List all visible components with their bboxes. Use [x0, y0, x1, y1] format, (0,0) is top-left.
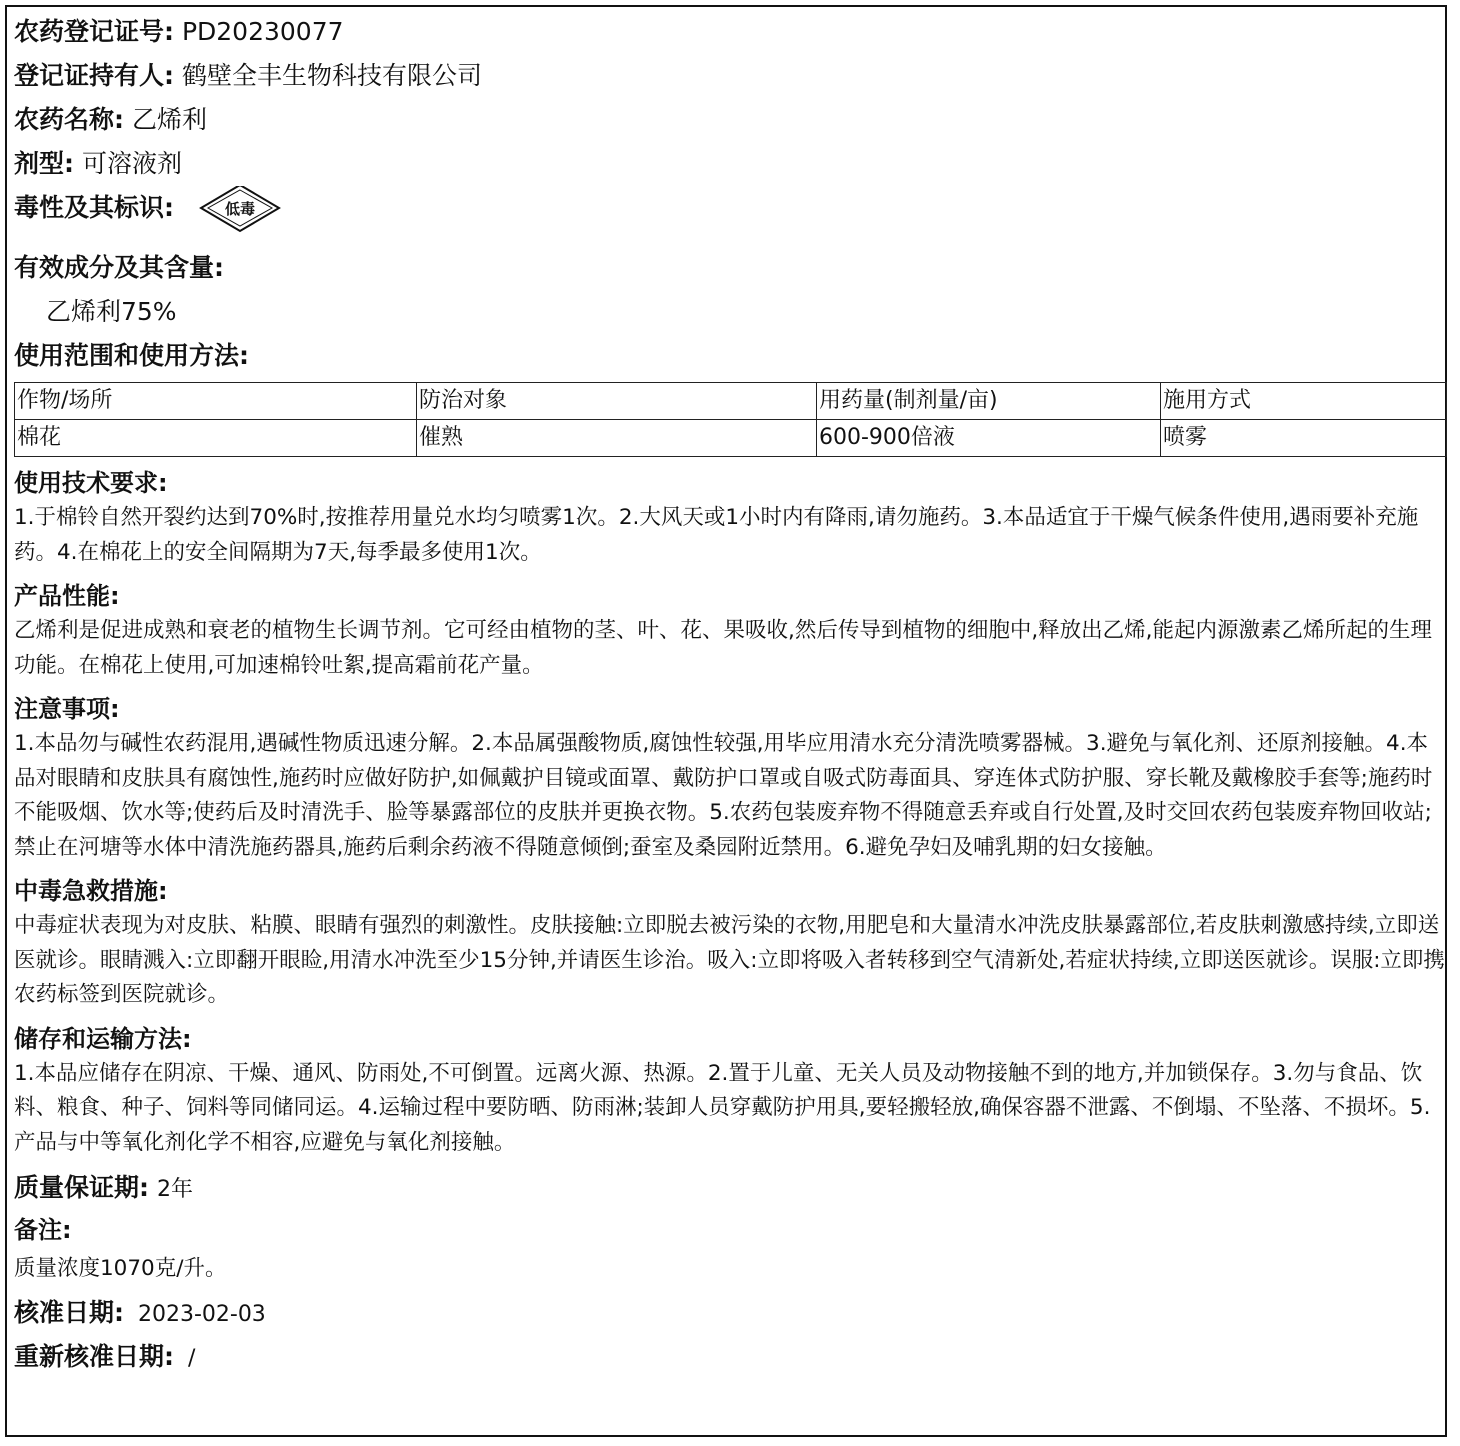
usage-label: 使用范围和使用方法: — [14, 341, 249, 370]
usage-cell: 喷雾 — [1161, 420, 1447, 457]
name-row — [14, 98, 1446, 142]
tech-text: 1.于棉铃自然开裂约达到70%时,按推荐用量兑水均匀喷雾1次。2.大风天或1小时内有降雨,请勿施药。3.本品适宜于干燥气候条件使用,遇雨要补充施药。4.在棉花上的安全间隔期为7天,每季最多使用1次。 — [14, 505, 1419, 565]
reapproval-date-label: 重新核准日期: — [14, 1341, 174, 1371]
ingredient-label-row — [14, 246, 1446, 290]
precautions-text: 1.本品勿与碱性农药混用,遇碱性物质迅速分解。2.本品属强酸物质,腐蚀性较强,用毕应用清水充分清洗喷雾器械。3.避免与氧化剂、还原剂接触。4.本品对眼睛和皮肤具有腐蚀性,施药时应做好防护,如佩戴护目镜或面罩、戴防护口罩或自吸式防毒面具、穿连体式防护服、穿长靴及戴橡胶手套等;施药时不能吸烟、饮水等;使药后及时清洗手、脸等暴露部位的皮肤并更换衣物。5.农药包装废弃物不得随意丢弃或自行处置,及时交回农药包装废弃物回收站;禁止在河塘等水体中清洗施药器具,施药后剩余药液不得随意倾倒;蚕室及桑园附近禁用。6.避免孕妇及哺乳期的妇女接触。 — [14, 731, 1433, 860]
storage-text: 1.本品应储存在阴凉、干燥、通风、防雨处,不可倒置。远离火源、热源。2.置于儿童、无关人员及动物接触不到的地方,并加锁保存。3.勿与食品、饮料、粮食、种子、饲料等同储同运。4.运输过程中要防晒、防雨淋;装卸人员穿戴防护用具,要轻搬轻放,确保容器不泄露、不倒塌、不坠落、不损坏。5.产品与中等氧化剂化学不相容,应避免与氧化剂接触。 — [14, 1060, 1431, 1155]
performance-heading: 产品性能: — [14, 582, 120, 610]
label-document — [14, 10, 1446, 1379]
performance-text: 乙烯利是促进成熟和衰老的植物生长调节剂。它可经由植物的茎、叶、花、果吸收,然后传导到植物的细胞中,释放出乙烯,能起内源激素乙烯所起的生理功能。在棉花上使用,可加速棉铃吐絮,提高霜前花产量。 — [14, 618, 1433, 678]
low-toxicity-icon-text: 低毒 — [224, 200, 255, 218]
approval-date-label: 核准日期: — [14, 1297, 124, 1327]
ingredient-value-row — [14, 290, 1446, 334]
approval-date-row — [14, 1291, 1446, 1335]
name-value: 乙烯利 — [131, 105, 207, 134]
reg-no-label: 农药登记证号: — [14, 17, 174, 46]
holder-row — [14, 54, 1446, 98]
holder-label: 登记证持有人: — [14, 61, 174, 90]
shelf-life-row — [14, 1166, 1446, 1210]
usage-cell: 棉花 — [15, 420, 417, 457]
toxicity-row — [14, 186, 1446, 246]
reapproval-date-value: / — [187, 1345, 196, 1371]
usage-header-cell: 用药量(制剂量/亩) — [817, 383, 1161, 420]
low-toxicity-diamond-icon — [198, 186, 282, 246]
first-aid-heading: 中毒急救措施: — [14, 877, 168, 905]
table-row — [15, 420, 1447, 457]
storage-heading: 储存和运输方法: — [14, 1024, 192, 1053]
usage-table-header — [15, 383, 1447, 420]
reg-no-row — [14, 10, 1446, 54]
precautions-heading: 注意事项: — [14, 695, 120, 723]
formulation-value: 可溶液剂 — [81, 149, 182, 178]
usage-header-cell: 施用方式 — [1161, 383, 1447, 420]
reapproval-date-row — [14, 1335, 1446, 1379]
name-label: 农药名称: — [14, 105, 124, 134]
holder-value: 鹤壁全丰生物科技有限公司 — [181, 61, 482, 90]
ingredient-label: 有效成分及其含量: — [14, 253, 224, 282]
approval-date-value: 2023-02-03 — [137, 1301, 266, 1327]
usage-cell: 催熟 — [417, 420, 817, 457]
reg-no-value: PD20230077 — [181, 17, 344, 46]
shelf-life-value: 2年 — [156, 1177, 193, 1202]
tech-heading: 使用技术要求: — [14, 469, 168, 497]
toxicity-label: 毒性及其标识: — [14, 193, 174, 222]
formulation-label: 剂型: — [14, 149, 74, 178]
usage-label-row — [14, 334, 1446, 378]
first-aid-text: 中毒症状表现为对皮肤、粘膜、眼睛有强烈的刺激性。皮肤接触:立即脱去被污染的衣物,用肥皂和大量清水冲洗皮肤暴露部位,若皮肤刺激感持续,立即送医就诊。眼睛溅入:立即翻开眼睑,用清水冲洗至少15分钟,并请医生诊治。吸入:立即将吸入者转移到空气清新处,若症状持续,立即送医就诊。误服:立即携农药标签到医院就诊。 — [14, 913, 1445, 1007]
ingredient-value: 乙烯利75% — [46, 297, 177, 326]
usage-header-cell: 作物/场所 — [15, 383, 417, 420]
remarks-heading: 备注: — [14, 1216, 72, 1244]
remarks-text: 质量浓度1070克/升。 — [14, 1256, 227, 1281]
formulation-row — [14, 142, 1446, 186]
usage-table — [14, 382, 1447, 457]
usage-cell: 600-900倍液 — [817, 420, 1161, 457]
usage-header-cell: 防治对象 — [417, 383, 817, 420]
shelf-life-label: 质量保证期: — [14, 1173, 149, 1202]
